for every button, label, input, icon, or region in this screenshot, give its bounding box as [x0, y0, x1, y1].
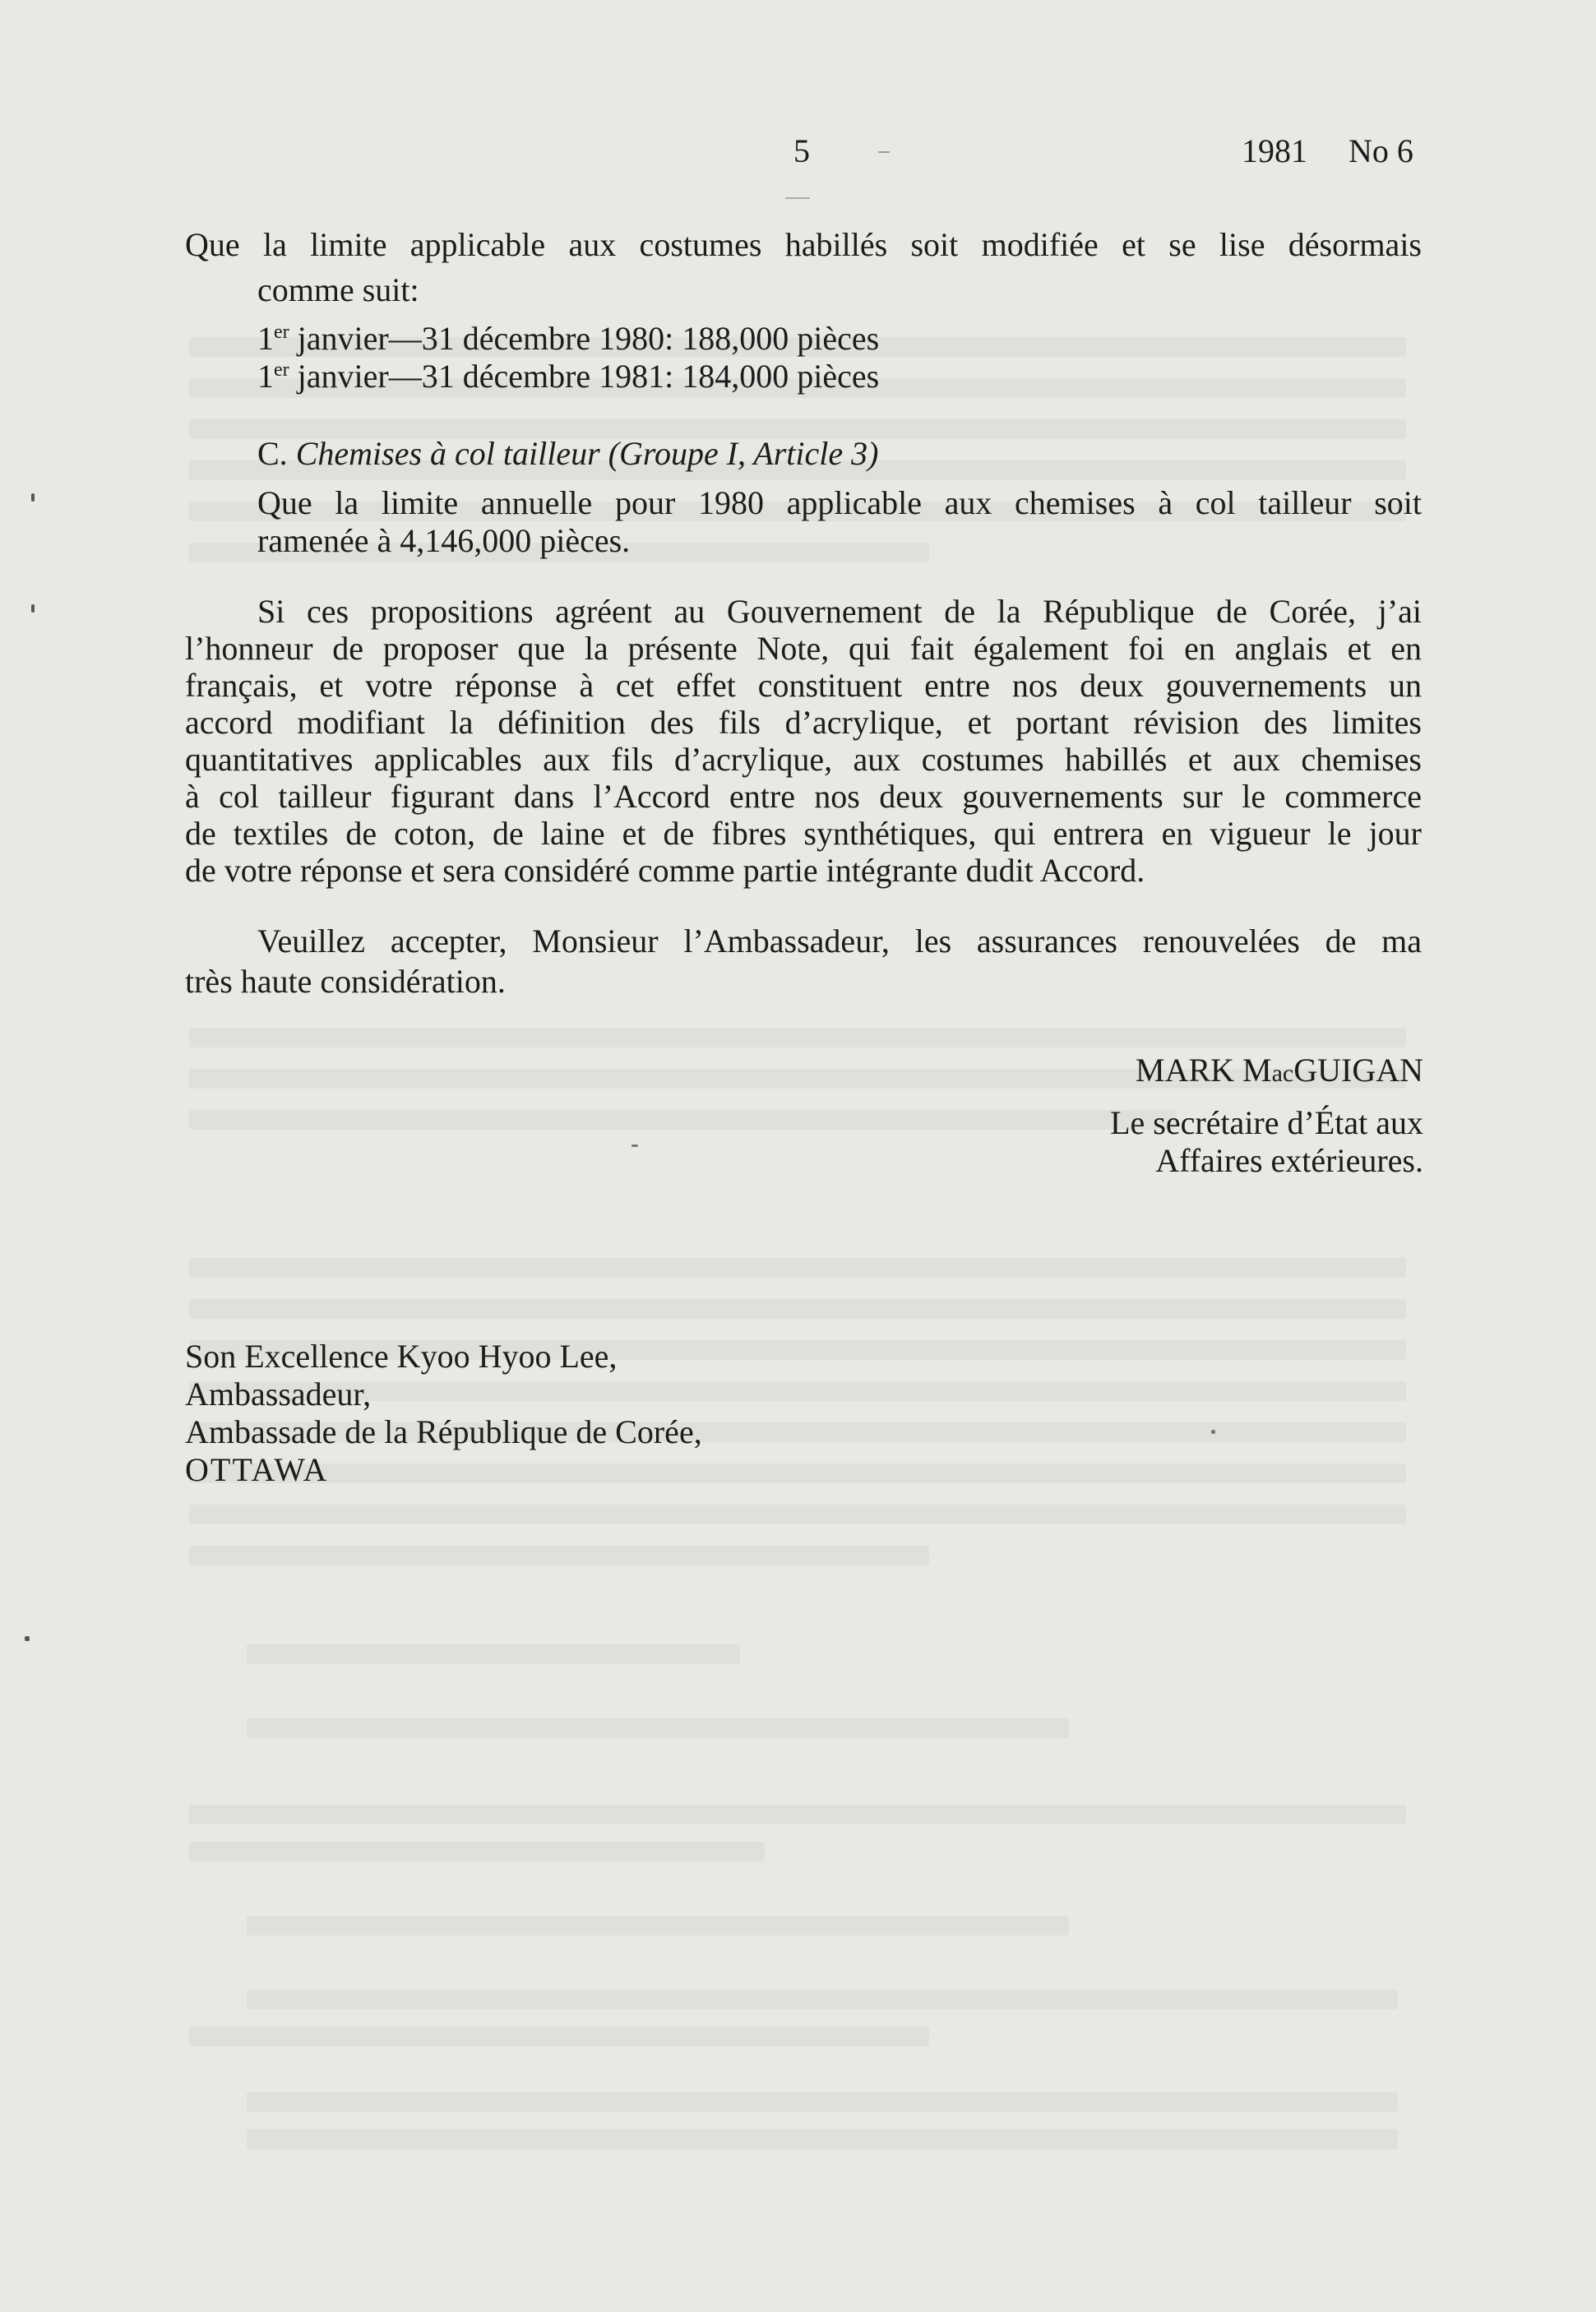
proposal-line: quantitatives applicables aux fils d’acrylique, aux costumes habillés et aux chemises	[185, 741, 1422, 778]
page-number: 5	[793, 132, 810, 169]
limit-text: janvier—31 décembre 1981: 184,000 pièces	[289, 358, 880, 395]
proposal-line: de votre réponse et sera considéré comme partie intégrante dudit Accord.	[185, 852, 1145, 889]
limits-intro-line: Que la limite applicable aux costumes habillés soit modifiée et se lise désormais	[185, 226, 1422, 263]
section-label: C.	[257, 435, 296, 472]
limit-item	[257, 358, 879, 395]
section-title: Chemises à col tailleur (Groupe I, Article 3)	[295, 435, 879, 472]
limit-text: janvier—31 décembre 1980: 188,000 pièces	[289, 320, 880, 357]
signatory-name-part: MARK M	[1136, 1052, 1272, 1089]
limits-intro-line: comme suit:	[257, 271, 419, 308]
closing-line: très haute considération.	[185, 963, 506, 1000]
margin-speck	[878, 151, 890, 153]
signatory-name-part: GUIGAN	[1293, 1052, 1423, 1089]
margin-speck	[31, 493, 35, 502]
proposal-line: français, et votre réponse à cet effet constituent entre nos deux gouvernements un	[185, 667, 1422, 704]
limit-ordinal: 1	[257, 320, 274, 357]
limit-ordinal-suffix: er	[274, 359, 289, 381]
proposal-line: à col tailleur figurant dans l’Accord entre nos deux gouvernements sur le commerce	[185, 778, 1422, 815]
addressee-line: Son Excellence Kyoo Hyoo Lee,	[185, 1338, 618, 1375]
proposal-line: de textiles de coton, de laine et de fibres synthétiques, qui entrera en vigueur le jour	[185, 815, 1422, 852]
limit-ordinal-suffix: er	[274, 321, 289, 343]
proposal-line: Si ces propositions agréent au Gouvernement de la République de Corée, j’ai	[257, 593, 1422, 630]
margin-speck	[25, 1636, 30, 1641]
proposal-line: accord modifiant la définition des fils d’acrylique, et portant révision des limites	[185, 704, 1422, 741]
proposal-line: l’honneur de proposer que la présente Note, qui fait également foi en anglais et en	[185, 630, 1422, 667]
closing-line: Veuillez accepter, Monsieur l’Ambassadeur, les assurances renouvelées de ma	[257, 922, 1422, 959]
addressee-line: Ambassade de la République de Corée,	[185, 1413, 702, 1450]
signatory-title: Le secrétaire d’État aux	[1110, 1104, 1423, 1141]
signatory-title: Affaires extérieures.	[1155, 1142, 1423, 1179]
shirts-line: Que la limite annuelle pour 1980 applicable aux chemises à col tailleur soit	[257, 484, 1422, 521]
limit-item	[257, 321, 879, 357]
header-year: 1981	[1242, 132, 1307, 169]
signatory-name	[1136, 1052, 1423, 1092]
section-heading	[257, 436, 878, 472]
addressee-city: OTTAWA	[185, 1451, 329, 1488]
margin-speck	[785, 197, 810, 199]
addressee-line: Ambassadeur,	[185, 1376, 372, 1413]
signatory-name-part: ac	[1271, 1060, 1294, 1087]
margin-speck	[631, 1144, 638, 1147]
header-issue: No 6	[1349, 132, 1413, 169]
margin-speck	[1211, 1430, 1215, 1434]
shirts-line: ramenée à 4,146,000 pièces.	[257, 522, 631, 559]
limit-ordinal: 1	[257, 358, 274, 395]
margin-speck	[31, 604, 35, 613]
